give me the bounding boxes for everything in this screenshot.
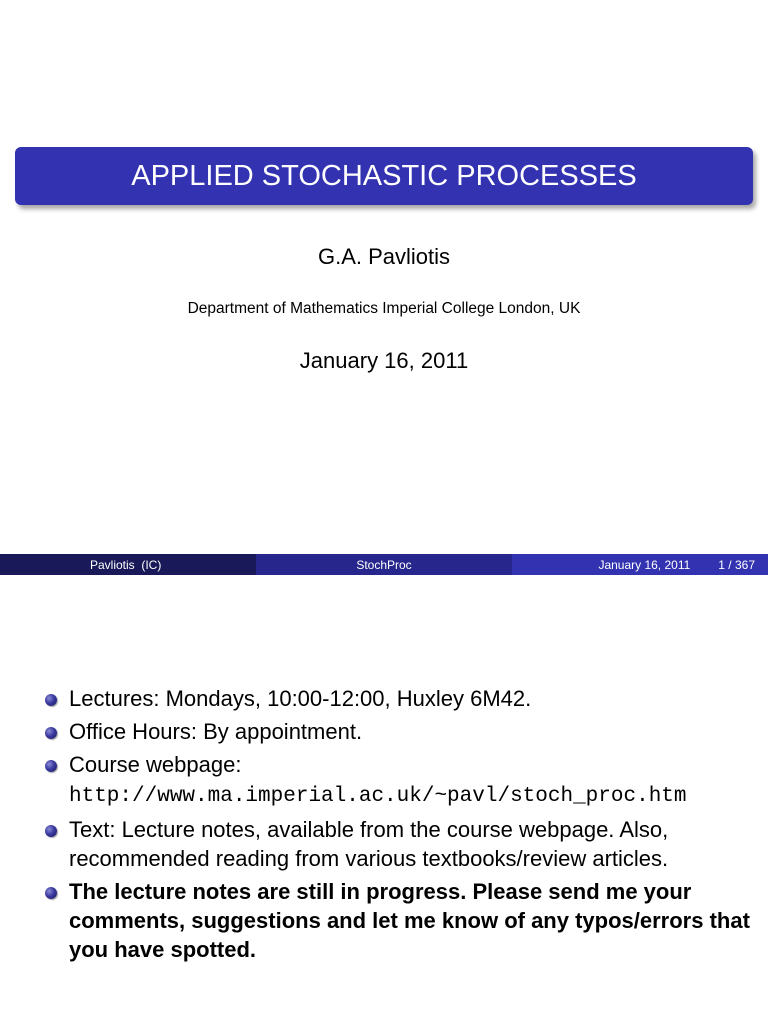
footline-date: January 16, 2011 — [598, 557, 691, 572]
bullet-icon — [45, 825, 57, 837]
bullet-icon — [45, 694, 57, 706]
progress-note: The lecture notes are still in progress. Please send me your comments, suggestions and let me know of any typos/errors that you have spotted. — [69, 879, 750, 962]
institute: Department of Mathematics Imperial College London, UK — [187, 300, 581, 317]
webpage-label: Course webpage: — [69, 752, 242, 777]
lectures-text: Lectures: Mondays, 10:00-12:00, Huxley 6M42. — [69, 686, 532, 711]
info-slide — [0, 576, 768, 1024]
webpage-url-link[interactable]: http://www.ma.imperial.ac.uk/~pavl/stoch_proc.htm — [69, 785, 687, 808]
list-item — [0, 750, 768, 811]
bullet-icon — [45, 760, 57, 772]
list-item — [0, 717, 768, 746]
footline-author: Pavliotis (IC) — [90, 557, 162, 572]
footline-short-title: StochProc — [356, 557, 412, 572]
footline-date-box — [512, 554, 768, 575]
list-item — [0, 684, 768, 713]
bullet-icon — [45, 887, 57, 899]
list-item — [0, 815, 768, 873]
bullet-list — [0, 684, 768, 968]
author-name: G.A. Pavliotis — [317, 244, 451, 269]
list-item — [0, 877, 768, 964]
office-hours-text: Office Hours: By appointment. — [69, 719, 363, 744]
title-box — [15, 147, 753, 205]
presentation-date: January 16, 2011 — [299, 348, 469, 373]
presentation-title: APPLIED STOCHASTIC PROCESSES — [131, 159, 637, 192]
bullet-icon — [45, 727, 57, 739]
footline — [0, 554, 768, 575]
footline-page-number: 1 / 367 — [718, 557, 755, 572]
footline-author-box — [0, 554, 256, 575]
footline-title-box — [256, 554, 512, 575]
text-note: Text: Lecture notes, available from the course webpage. Also, recommended reading from various textbooks/review articles. — [69, 817, 669, 871]
